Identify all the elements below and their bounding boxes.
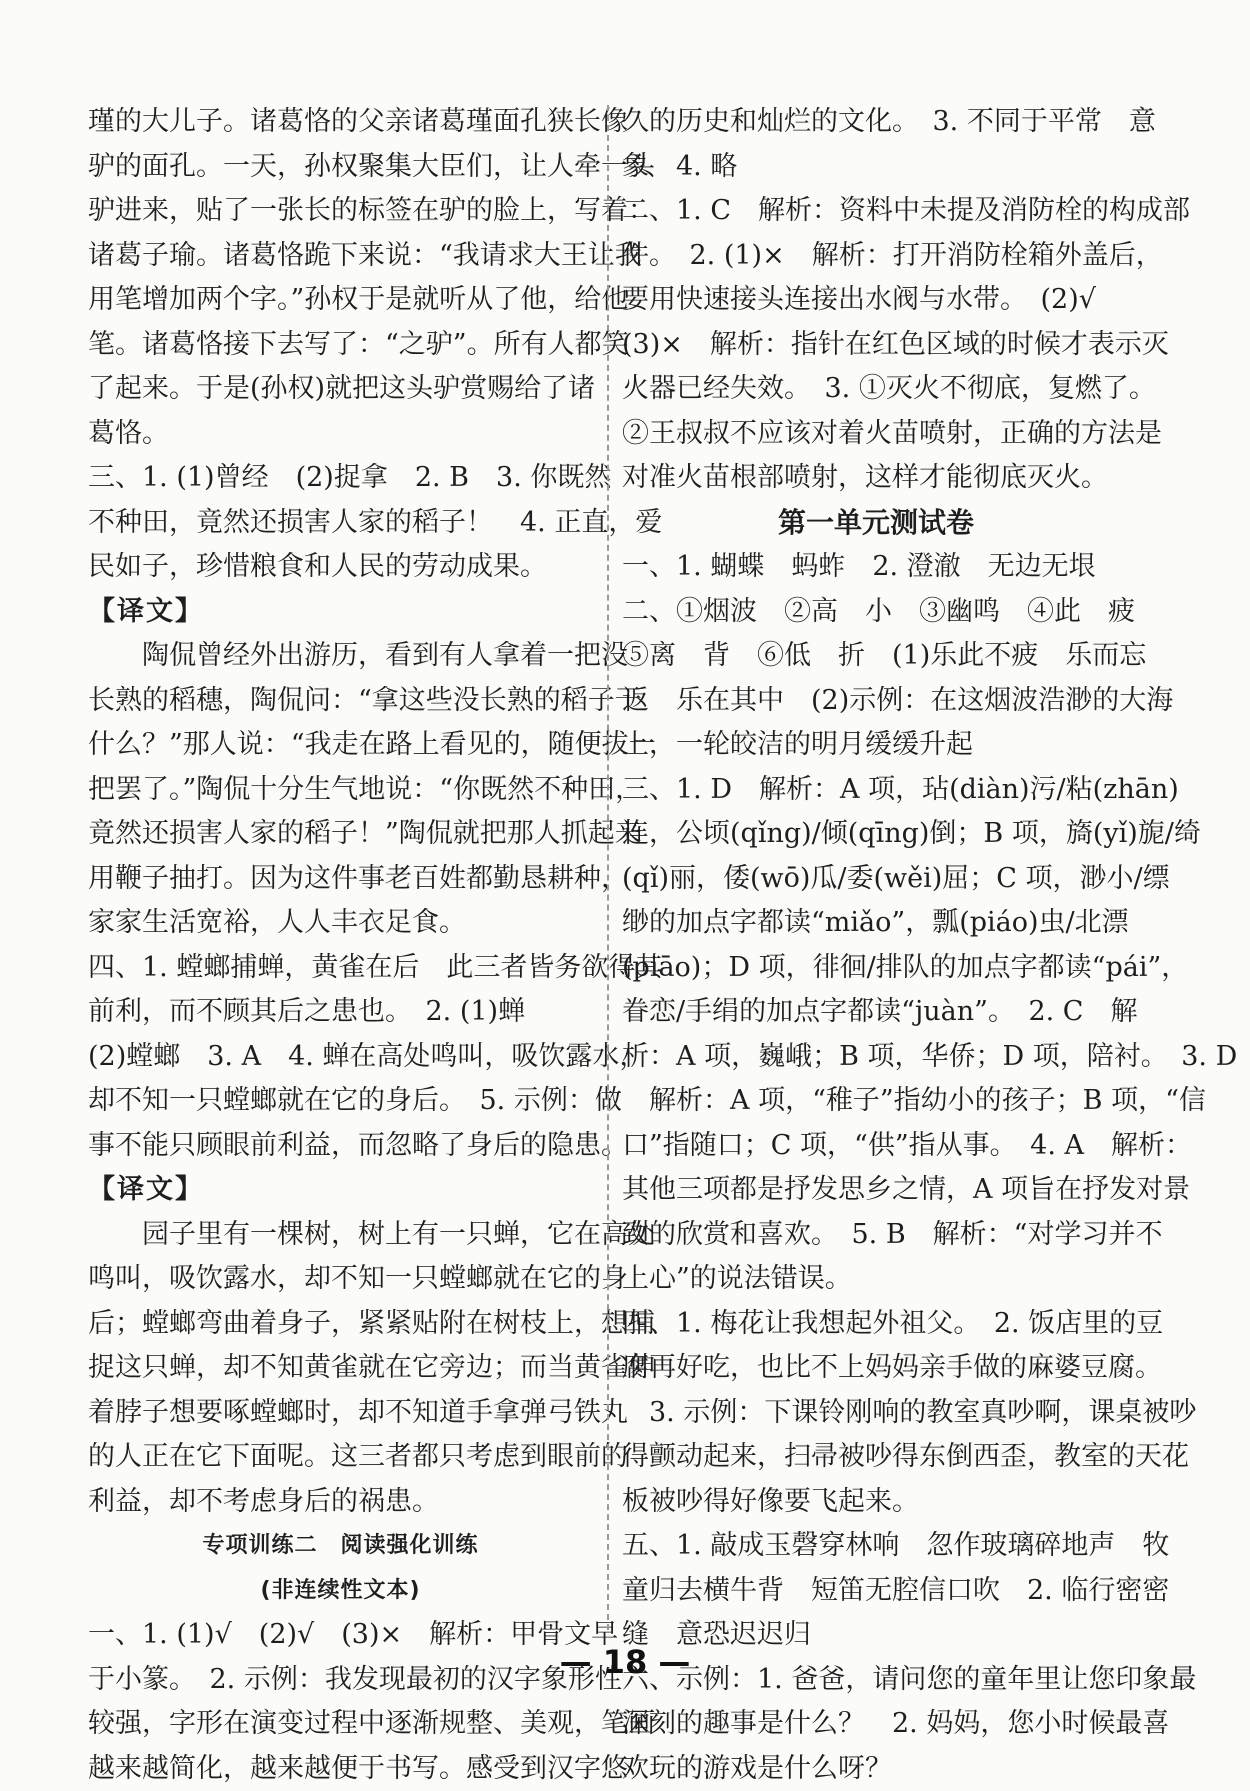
text-line: 四、1. 梅花让我想起外祖父。 2. 饭店里的豆 [622, 1302, 1130, 1347]
text-line: 缈的加点字都读“miǎo”，瓢(piáo)虫/北漂 [622, 901, 1130, 946]
text-line: 葛恪。 [88, 412, 593, 457]
text-line: 驴进来，贴了一张长的标签在驴的脸上，写着： [88, 189, 593, 234]
translation-heading: 【译文】 [88, 1168, 593, 1213]
text-line: 得颤动起来，扫帚被吵得东倒西歪，教室的天花 [622, 1435, 1130, 1480]
text-line: 连，公顷(qǐng)/倾(qīng)倒；B 项，旖(yǐ)旎/绮 [622, 812, 1130, 857]
text-line: 腐再好吃，也比不上妈妈亲手做的麻婆豆腐。 [622, 1346, 1130, 1391]
text-line: 园子里有一棵树，树上有一只蝉，它在高处 [88, 1213, 593, 1258]
text-line: 瑾的大儿子。诸葛恪的父亲诸葛瑾面孔狭长像 [88, 100, 593, 145]
text-line: 用笔增加两个字。”孙权于是就听从了他，给他 [88, 278, 593, 323]
text-line: 利益，却不考虑身后的祸患。 [88, 1480, 593, 1525]
text-line: 着脖子想要啄螳螂时，却不知道手拿弹弓铁丸 [88, 1391, 593, 1436]
text-line: ⑤离 背 ⑥低 折 (1)乐此不疲 乐而忘 [622, 634, 1130, 679]
left-column [88, 100, 593, 1791]
text-line: 解析：A 项，“稚子”指幼小的孩子；B 项，“信 [622, 1079, 1130, 1124]
text-line: 却不知一只螳螂就在它的身后。 5. 示例：做 [88, 1079, 593, 1124]
text-line: 用鞭子抽打。因为这件事老百姓都勤恳耕种， [88, 857, 593, 902]
text-line: 什么？”那人说：“我走在路上看见的，随便拔一 [88, 723, 593, 768]
text-line: 竟然还损害人家的稻子！”陶侃就把那人抓起来 [88, 812, 593, 857]
text-line: 象 4. 略 [622, 145, 1130, 190]
text-line: 事不能只顾眼前利益，而忽略了身后的隐患。 [88, 1124, 593, 1169]
text-line: 六、示例：1. 爸爸，请问您的童年里让您印象最 [622, 1658, 1130, 1703]
text-line: (3)× 解析：指针在红色区域的时候才表示灭 [622, 323, 1130, 368]
text-line: 五、1. 敲成玉磬穿林响 忽作玻璃碎地声 牧 [622, 1524, 1130, 1569]
text-line: 三、1. D 解析：A 项，玷(diàn)污/粘(zhān) [622, 768, 1130, 813]
text-line: 二、1. C 解析：资料中未提及消防栓的构成部 [622, 189, 1130, 234]
text-line: ②王叔叔不应该对着火苗喷射，正确的方法是 [622, 412, 1130, 457]
text-line: 越来越简化，越来越便于书写。感受到汉字悠 [88, 1747, 593, 1791]
text-line: 眷恋/手绢的加点字都读“juàn”。 2. C 解 [622, 990, 1130, 1035]
right-column [622, 100, 1130, 1791]
text-line: 把罢了。”陶侃十分生气地说：“你既然不种田， [88, 768, 593, 813]
text-line: 一、1. (1)√ (2)√ (3)× 解析：甲骨文早 [88, 1613, 593, 1658]
section-subtitle: (非连续性文本) [88, 1569, 593, 1614]
text-line: 火器已经失效。 3. ①灭火不彻底，复燃了。 [622, 367, 1130, 412]
text-line: 不种田，竟然还损害人家的稻子！ 4. 正直，爱 [88, 501, 593, 546]
text-line: 3. 示例：下课铃刚响的教室真吵啊，课桌被吵 [622, 1391, 1130, 1436]
text-line: 要用快速接头连接出水阀与水带。 (2)√ [622, 278, 1130, 323]
text-line: 二、①烟波 ②高 小 ③幽鸣 ④此 疲 [622, 590, 1130, 635]
text-line: 深刻的趣事是什么？ 2. 妈妈，您小时候最喜 [622, 1702, 1130, 1747]
text-line: 前利，而不顾其后之患也。 2. (1)蝉 [88, 990, 593, 1035]
text-line: 对准火苗根部喷射，这样才能彻底灭火。 [622, 456, 1130, 501]
text-line: 欢玩的游戏是什么呀？ [622, 1747, 1130, 1791]
text-line: 较强，字形在演变过程中逐渐规整、美观，笔画 [88, 1702, 593, 1747]
text-line: (2)螳螂 3. A 4. 蝉在高处鸣叫，吸饮露水， [88, 1035, 593, 1080]
text-line: 笔。诸葛恪接下去写了：“之驴”。所有人都笑 [88, 323, 593, 368]
text-line: 长熟的稻穗，陶侃问：“拿这些没长熟的稻子干 [88, 679, 593, 724]
text-line: 一、1. 蝴蝶 蚂蚱 2. 澄澈 无边无垠 [622, 545, 1130, 590]
text-line: 口”指随口；C 项，“供”指从事。 4. A 解析： [622, 1124, 1130, 1169]
text-line: 鸣叫，吸饮露水，却不知一只螳螂就在它的身 [88, 1257, 593, 1302]
text-line: 驴的面孔。一天，孙权聚集大臣们，让人牵一头 [88, 145, 593, 190]
section-title: 专项训练二 阅读强化训练 [88, 1524, 593, 1569]
text-line: 致的欣赏和喜欢。 5. B 解析：“对学习并不 [622, 1213, 1130, 1258]
text-line: 返 乐在其中 (2)示例：在这烟波浩渺的大海 [622, 679, 1130, 724]
text-line: 后；螳螂弯曲着身子，紧紧贴附在树枝上，想捕 [88, 1302, 593, 1347]
page-number: — 18 — [0, 1643, 1250, 1681]
text-line: 久的历史和灿烂的文化。 3. 不同于平常 意 [622, 100, 1130, 145]
text-line: 诸葛子瑜。诸葛恪跪下来说：“我请求大王让我 [88, 234, 593, 279]
text-line: 捉这只蝉，却不知黄雀就在它旁边；而当黄雀伸 [88, 1346, 593, 1391]
text-line: 的人正在它下面呢。这三者都只考虑到眼前的 [88, 1435, 593, 1480]
translation-heading: 【译文】 [88, 590, 593, 635]
text-line: 了起来。于是(孙权)就把这头驴赏赐给了诸 [88, 367, 593, 412]
text-line: 上心”的说法错误。 [622, 1257, 1130, 1302]
text-line: (piāo)；D 项，徘徊/排队的加点字都读“pái”， [622, 946, 1130, 991]
column-divider [607, 105, 609, 1630]
text-line: 上，一轮皎洁的明月缓缓升起 [622, 723, 1130, 768]
text-line: 其他三项都是抒发思乡之情，A 项旨在抒发对景 [622, 1168, 1130, 1213]
text-line: 四、1. 螳螂捕蝉，黄雀在后 此三者皆务欲得其 [88, 946, 593, 991]
text-line: 陶侃曾经外出游历，看到有人拿着一把没 [88, 634, 593, 679]
text-line: 板被吵得好像要飞起来。 [622, 1480, 1130, 1525]
unit-test-title: 第一单元测试卷 [622, 501, 1130, 546]
text-line: 件。 2. (1)× 解析：打开消防栓箱外盖后， [622, 234, 1130, 279]
text-line: (qǐ)丽，倭(wō)瓜/委(wěi)屈；C 项，渺小/缥 [622, 857, 1130, 902]
text-line: 三、1. (1)曾经 (2)捉拿 2. B 3. 你既然 [88, 456, 593, 501]
text-line: 于小篆。 2. 示例：我发现最初的汉字象形性 [88, 1658, 593, 1703]
text-line: 析：A 项，巍峨；B 项，华侨；D 项，陪衬。 3. D [622, 1035, 1130, 1080]
text-line: 童归去横牛背 短笛无腔信口吹 2. 临行密密 [622, 1569, 1130, 1614]
text-line: 缝 意恐迟迟归 [622, 1613, 1130, 1658]
text-line: 家家生活宽裕，人人丰衣足食。 [88, 901, 593, 946]
text-line: 民如子，珍惜粮食和人民的劳动成果。 [88, 545, 593, 590]
